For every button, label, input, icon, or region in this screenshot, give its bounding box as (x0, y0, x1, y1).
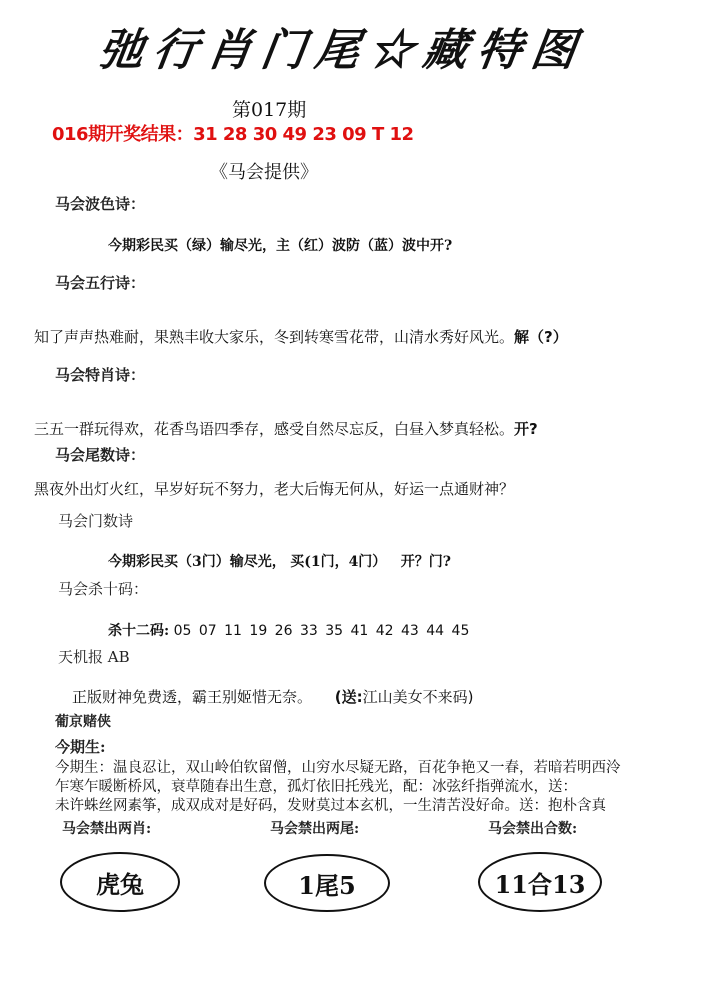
element-poem-label: 马会五行诗： (55, 274, 146, 292)
tail-poem-label: 马会尾数诗： (55, 446, 146, 464)
page-title: 弛行肖门尾☆藏特图 (95, 25, 589, 76)
ban-sum-value: 11合13 (478, 852, 602, 912)
current-line-3: 未许蛛丝网素筝，成双成对是好码，发财莫过本玄机，一生清苦没好命。送：抱朴含真 (55, 798, 606, 814)
door-poem-label: 马会门数诗 (58, 512, 134, 530)
kill-label: 马会杀十码： (58, 580, 149, 598)
ban-sum-label: 马会禁出合数: (488, 821, 578, 837)
current-line-1: 今期生：温良忍让，双山岭伯钦留僧，山穷水尽疑无路，百花争艳又一春，若暗若明西泠 (55, 760, 621, 776)
element-poem-text: 知了声声热难耐，果熟丰收大家乐，冬到转寒雪花带，山清水秀好风光。 (34, 328, 515, 346)
provider-note: 《马会提供》 (210, 162, 318, 183)
door-poem-text-a: 今期彩民买（3门）输尽光， (108, 554, 286, 570)
element-poem-suffix: 解（?） (514, 328, 568, 346)
wave-poem-label: 马会波色诗： (55, 195, 146, 213)
ban-tail-value: 1尾5 (264, 854, 390, 912)
door-poem-text-b: 买(1门，4门） (290, 554, 387, 570)
current-line-2: 乍寒乍暖断桥风，衰草随春出生意，孤灯依旧托残光，配：冰弦纤指弹流水，送： (55, 779, 577, 795)
tail-poem-text: 黑夜外出灯火红，早岁好玩不努力，老大后悔无何从，好运一点通财神？ (34, 480, 515, 498)
tianji-send-text: 江山美女不来码) (362, 688, 474, 706)
ban-zodiac-label: 马会禁出两肖: (62, 821, 152, 837)
issue-number: 第017期 (232, 99, 307, 121)
door-poem-text-c: 开？门? (400, 554, 451, 570)
tianji-label: 天机报 AB (58, 648, 130, 666)
kill-numbers: 05 07 11 19 26 33 35 41 42 43 44 45 (173, 623, 470, 639)
zodiac-poem-label: 马会特肖诗： (55, 366, 146, 384)
tianji-text: 正版财神免费透，霸王别姬惜无奈。 (72, 688, 313, 706)
kill-prefix: 杀十二码: (108, 623, 170, 639)
wave-poem-text: 今期彩民买（绿）输尽光，主（红）波防（蓝）波中开? (108, 238, 453, 254)
puchang-label: 葡京赌侠 (55, 714, 111, 730)
kill-line (108, 620, 469, 640)
zodiac-poem-line (34, 418, 538, 439)
ban-tail-label: 马会禁出两尾: (270, 821, 360, 837)
previous-result: 016期开奖结果：31 28 30 49 23 09 T 12 (52, 124, 414, 145)
zodiac-poem-suffix: 开? (514, 420, 538, 438)
current-label: 今期生: (55, 738, 106, 756)
zodiac-poem-text: 三五一群玩得欢，花香鸟语四季存，感受自然尽忘反，白昼入梦真轻松。 (34, 420, 515, 438)
door-poem-line (108, 551, 451, 571)
tianji-line (72, 686, 474, 707)
tianji-send-label: (送: (334, 688, 363, 706)
ban-zodiac-value: 虎兔 (60, 852, 180, 912)
element-poem-line (34, 326, 568, 347)
